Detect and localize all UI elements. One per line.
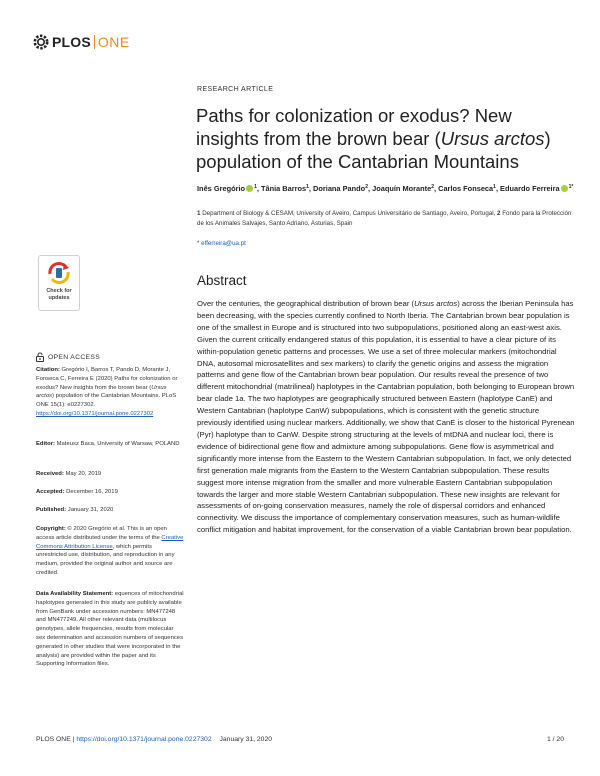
affiliation-number: 2 — [497, 210, 501, 217]
title-species: Ursus arctos — [440, 128, 545, 149]
corresponding-email — [197, 240, 246, 247]
published-block: Published: January 31, 2020 — [36, 507, 114, 513]
open-access — [36, 352, 100, 362]
orcid-icon[interactable] — [246, 185, 253, 192]
author[interactable]: Tânia Barros$^1$ — [260, 184, 309, 193]
received-block: Received: May 20, 2019 — [36, 471, 102, 477]
orcid-icon[interactable] — [561, 185, 568, 192]
article-title — [196, 104, 576, 173]
affiliation-1: Department of Biology & CESAM, University of Aveiro, Campus Universitário de Santiago, Aveiro, Portugal, — [202, 210, 496, 217]
abstract-species: Ursus arctos — [414, 299, 458, 308]
citation-block: Citation: Gregório I, Barros T, Pando D, Morante J, Fonseca C, Ferreira E (2020) Paths for colonization or exodus? New insights from the brown bear (Ursus arctos) population of the Cantabrian Mountains. PLoS ONE 15(1): e0227302. https://doi.org/10.1371/journal.pone.0227302 — [36, 367, 178, 417]
check-for-updates-badge[interactable] — [38, 255, 80, 311]
plos-gear-icon — [33, 34, 49, 50]
badge-label: Check for updates — [46, 288, 72, 301]
email-star: * — [197, 240, 200, 247]
open-access-label: OPEN ACCESS — [48, 353, 101, 361]
journal-brand-one: ONE — [97, 34, 130, 50]
author[interactable]: Eduardo Ferreira $^{1*}$ — [500, 184, 574, 193]
footer-separator: | — [72, 736, 75, 743]
author[interactable]: Doriana Pando$^2$ — [313, 184, 368, 193]
author[interactable]: Inês Gregório $^1$ — [197, 184, 257, 193]
open-lock-icon — [36, 352, 44, 362]
article-type: RESEARCH ARTICLE — [197, 86, 274, 93]
affiliations — [197, 209, 572, 229]
accepted-block: Accepted: December 16, 2019 — [36, 489, 118, 495]
affiliation-2: Fondo para la Protección de los Animales Salvajes, Santo Adriano, Asturias, Spain — [197, 210, 572, 227]
affiliation-number: 1 — [197, 210, 201, 217]
data-availability-block: Data Availability Statement: equences of mitochondrial haplotypes generated in this study are publicly available from GenBank under accession numbers: MN477248 and MN477249. All other relevant data (multilocus genotypes, allele frequencies, results from molecular sex determination and accession numbers of sequences generated in other studies that were incorporated in the analysis) are provided within the paper and its Supporting Information files. — [36, 591, 184, 668]
title-part-1: Paths for colonization or exodus? New insights from the brown bear ( — [196, 105, 512, 149]
license-link[interactable]: Creative Commons Attribution License — [36, 534, 184, 550]
page-number: 1 / 20 — [546, 736, 564, 743]
author[interactable]: Joaquín Morante$^2$ — [372, 184, 434, 193]
abstract-body: Over the centuries, the geographical distribution of brown bear (Ursus arctos) across the Iberian Peninsula has been decreasing, with the species currently confined to North Iberia. The Cantabrian brown bear population is one of the smallest in Europe and is structured into two subpopulations, positioned along an east-west axis. Given the current critically endangered status of this population, it is essential to have a clear picture of its within-population genetic patterns and processes. We use a set of three molecular markers (mitochondrial DNA, autosomal microsatellites and sex markers) to clarify the genetic origins and assess the migration patterns and gene flow of the Cantabrian brown bear population. Our results reveal the presence of two different mitochondrial (matrilineal) haplotypes in the Cantabrian population, both belonging to European brown bear clade 1a. The two haplotypes are geographically structured between Eastern (haplotype CanE) and Western Cantabrian (haplotype CanW) subpopulations, which is consistent with the genetic structure previously identified using nuclear markers. Additionally, we show that CanE is closer to the historical Pyrenean (Pyr) haplotype than to CanW. Despite strong structuring at the levels of mtDNA and nuclear loci, there is evidence of bidirectional gene flow and admixture among subpopulations. Gene flow is asymmetrical and significantly more intense from the Eastern to the Western Cantabrian subpopulation. In fact, we only detected first generation male migrants from the Eastern to the Western Cantabrian subpopulation. These results suggest more intense migration from the smaller and more vulnerable Eastern Cantabrian subpopulation towards the larger and more stable Western Cantabrian subpopulation. These new insights are relevant for assessments of on-going conservation measures, namely the role of dispersal corridors and enhanced connectivity. We discuss the importance of complementary conservation measures, such as human-wildlife conflict mitigation and habitat improvement, for the conservation of a viable Cantabrian brown bear population. — [197, 299, 575, 535]
footer-date: January 31, 2020 — [219, 736, 273, 743]
check-for-updates-icon — [46, 260, 72, 286]
title-part-2: ) population of the Cantabrian Mountains — [196, 128, 551, 172]
editor-block: Editor: Mateusz Baca, University of Warsaw, POLAND — [36, 441, 180, 447]
footer-journal: PLOS ONE — [36, 736, 71, 743]
footer-doi-link[interactable]: https://doi.org/10.1371/journal.pone.0227302 — [76, 736, 212, 743]
abstract-heading: Abstract — [197, 273, 247, 288]
copyright-block: Copyright: © 2020 Gregório et al. This is an open access article distributed under the terms of the Creative Commons Attribution License, which permits unrestricted use, distribution, and reproduction in any medium, provided the original author and source are credited. — [36, 526, 184, 576]
journal-brand-plos: PLOS — [52, 34, 91, 50]
author[interactable]: Carlos Fonseca$^1$ — [438, 184, 496, 193]
email-link[interactable]: efferreira@ua.pt — [201, 240, 246, 247]
author-list: Inês Gregório $^1$, Tânia Barros$^1$, Doriana Pando$^2$, Joaquín Morante$^2$, Carlos Fonseca$^1$, Eduardo Ferreira $^{1*}$ — [197, 184, 574, 193]
journal-logo[interactable] — [33, 34, 130, 50]
footer-citation — [36, 736, 272, 743]
logo-divider — [94, 35, 95, 49]
citation-doi-link[interactable]: https://doi.org/10.1371/journal.pone.0227302 — [36, 410, 154, 417]
